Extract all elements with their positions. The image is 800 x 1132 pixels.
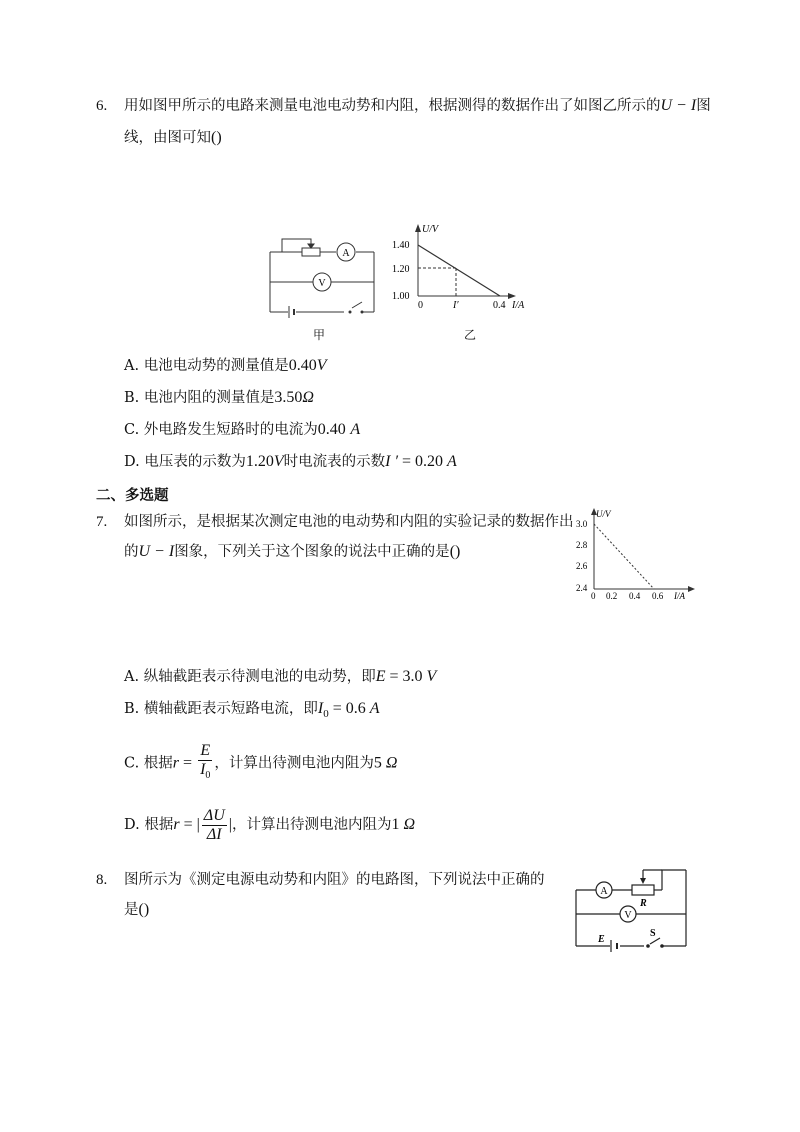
q7-xtick-0: 0 (591, 591, 596, 601)
q6-xtick-04: 0.4 (493, 300, 506, 311)
q6-graph-ylabel: U/V (422, 224, 439, 235)
q7-data-line (594, 524, 654, 589)
q6-stem-text2: 线，由图可知 (124, 130, 211, 146)
q6-stem-line1 (124, 96, 711, 116)
q8-emf-label: E (598, 934, 605, 945)
q7-graph-ylabel: U/V (596, 509, 611, 519)
section-multiple-choice: 二、多选题 (96, 487, 169, 504)
q6-ytick-3: 1.00 (392, 291, 410, 302)
q6-fig-jia-caption: 甲 (313, 328, 326, 342)
q6-number: 6. (96, 98, 108, 114)
q7-ytick-24: 2.4 (576, 583, 588, 593)
q7-xtick-04: 0.4 (629, 591, 641, 601)
q7-graph (572, 505, 702, 605)
q7-option-d[interactable]: D. 根据r = | $\frac{\Delta U}{\Delta I}$ |，计算出待测电池内阻为1 Ω (124, 806, 416, 843)
q6-graph-xlabel: I/A (512, 300, 525, 311)
q7-stem-line2: 的U − I图象，下列关于这个图象的说法中正确的是() (124, 543, 461, 560)
q6-fig-yi-caption: 乙 (464, 328, 477, 342)
q7-number: 7. (96, 514, 108, 530)
q6-stem-line2 (124, 128, 222, 148)
q6-stem-text: 用如图甲所示的电路来测量电池电动势和内阻，根据测得的数据作出了如图乙所示的 (124, 98, 661, 114)
q8-voltmeter-label: V (624, 910, 632, 921)
q7-stem-line1: 如图所示，是根据某次测定电池的电动势和内阻的实验记录的数据作出 (124, 514, 574, 530)
q7-d-fraction: $\frac{\Delta U}{\Delta I}$ (203, 806, 225, 843)
q8-stem-line1: 图所示为《测定电源电动势和内阻》的电路图，下列说法中正确的 (124, 872, 545, 888)
q6-option-b[interactable]: B. 电池内阻的测量值是3.50Ω (124, 389, 314, 406)
q7-option-c[interactable]: C. 根据r = $\frac{E}{I_0}$ ，计算出待测电池内阻为5 Ω (124, 742, 397, 785)
q7-ytick-26: 2.6 (576, 561, 588, 571)
q6-ammeter-label: A (342, 248, 350, 259)
q6-answer-paren: () (211, 129, 222, 146)
q7-option-b[interactable]: B. 横轴截距表示短路电流，即$I_0 = 0.6$ A (124, 700, 380, 720)
q7-xtick-02: 0.2 (606, 591, 618, 601)
q6-ui-symbol: U − I (660, 97, 697, 114)
q7-c-fraction: $\frac{E}{I_0}$ (200, 742, 211, 782)
q8-rheostat-label: R (640, 898, 647, 909)
q6-stem-end: 图 (696, 98, 711, 114)
q6-ytick-1: 1.40 (392, 240, 410, 251)
q6-option-a[interactable]: A. 电池电动势的测量值是0.40V (124, 357, 327, 374)
q7-graph-xlabel: I/A (674, 591, 685, 601)
q6-graph-yi (390, 220, 540, 320)
q7-ytick-30: 3.0 (576, 519, 588, 529)
q6-option-c[interactable]: C. 外电路发生短路时的电流为0.40 A (124, 421, 361, 438)
q8-stem-line2: 是() (124, 901, 150, 918)
q6-xtick-iprime: I′ (453, 300, 459, 311)
q7-xtick-06: 0.6 (652, 591, 664, 601)
q6-ytick-2: 1.20 (392, 264, 410, 275)
q6-option-d[interactable]: D. 电压表的示数为1.20V时电流表的示数I ′ = 0.20 A (124, 453, 457, 470)
q7-option-a[interactable]: A. 纵轴截距表示待测电池的电动势，即E = 3.0 V (124, 668, 437, 685)
q8-number: 8. (96, 872, 108, 888)
q6-xtick-0: 0 (418, 300, 423, 311)
q8-switch-label: S (650, 928, 656, 939)
q7-ytick-28: 2.8 (576, 540, 588, 550)
q6-circuit-jia (262, 232, 380, 322)
q8-circuit (570, 862, 694, 952)
q6-voltmeter-label: V (318, 278, 326, 289)
q8-ammeter-label: A (600, 886, 608, 897)
